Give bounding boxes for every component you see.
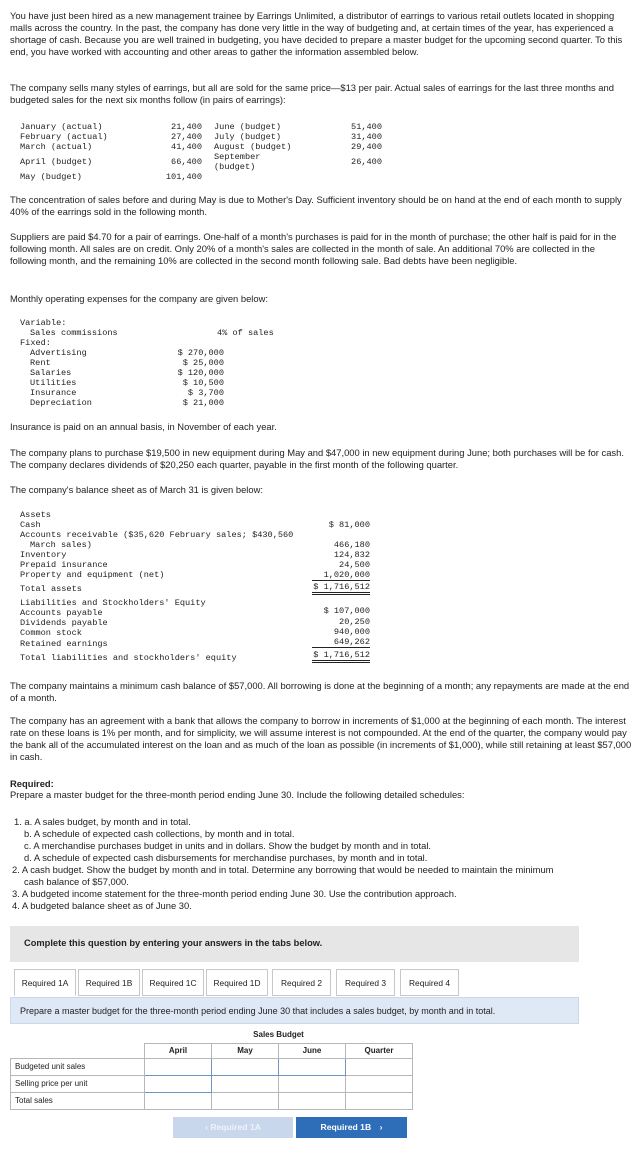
tab-required-1b[interactable]: Required 1B — [78, 969, 140, 996]
required-item-4: 4. A budgeted balance sheet as of June 30. — [12, 900, 192, 911]
bs-ap-value: $ 107,000 — [323, 606, 370, 616]
opex-sales-commissions: Sales commissions — [30, 328, 118, 338]
bs-assets-label: Assets — [20, 510, 51, 520]
bs-inventory: Inventory — [20, 550, 67, 560]
sales-value-may: 101,400 — [165, 172, 202, 182]
sb-may-total — [212, 1092, 279, 1109]
required-item-1a: 1. a. A sales budget, by month and in total. — [14, 816, 191, 827]
sales-row-jun: June (budget) — [214, 122, 282, 132]
sales-row-apr: April (budget) — [20, 157, 93, 167]
opex-insurance-value: $ 3,700 — [187, 388, 224, 398]
sb-row-price: Selling price per unit — [11, 1075, 145, 1092]
prev-tab-label: Required 1A — [210, 1122, 261, 1132]
opex-paragraph: Monthly operating expenses for the company are given below: — [10, 293, 268, 304]
opex-rent-value: $ 25,000 — [182, 358, 224, 368]
sales-value-apr: 66,400 — [171, 157, 202, 167]
bs-dividends-value: 20,250 — [339, 617, 370, 627]
sb-header-blank — [11, 1043, 145, 1058]
bs-prepaid: Prepaid insurance — [20, 560, 108, 570]
tab-required-3[interactable]: Required 3 — [336, 969, 395, 996]
required-item-3: 3. A budgeted income statement for the three-month period ending June 30. Use the contribution approach. — [12, 888, 457, 899]
tab-required-2[interactable]: Required 2 — [272, 969, 331, 996]
sb-input-june-units[interactable] — [279, 1058, 346, 1075]
sales-row-jul: July (budget) — [214, 132, 282, 142]
required-title: Required: — [10, 778, 54, 789]
bs-ppe-value: 1,020,000 — [312, 570, 370, 581]
opex-rent: Rent — [30, 358, 51, 368]
bs-ar-value: 466,180 — [333, 540, 370, 550]
bs-liab-label: Liabilities and Stockholders' Equity — [20, 598, 206, 608]
sales-row-aug: August (budget) — [214, 142, 292, 152]
sales-row-feb: February (actual) — [20, 132, 108, 142]
bs-cash: Cash — [20, 520, 41, 530]
bs-ar-line2: March sales) — [30, 540, 92, 550]
sb-col-april: April — [145, 1043, 212, 1058]
balance-intro-paragraph: The company's balance sheet as of March 31 is given below: — [10, 484, 263, 495]
banner-text: Complete this question by entering your answers in the tabs below. — [24, 938, 323, 948]
sales-row-may: May (budget) — [20, 172, 82, 182]
tab-required-4[interactable]: Required 4 — [400, 969, 459, 996]
sb-col-quarter: Quarter — [346, 1043, 413, 1058]
bs-retained-value: 649,262 — [312, 637, 370, 648]
intro-paragraph-1: You have just been hired as a new management trainee by Earrings Unlimited, a distributor of earrings to various retail outlets located in shopping malls across the country. In the past, the company has done very little in the way of budgeting and, at certain times of the year, has experienced a shortage of cash. Because you are well trained in budgeting, you have decided to prepare a master budget for the upcoming second quarter. To this end, you have worked with accounting and other areas to gather the information assembled below. — [10, 10, 623, 57]
instructions-banner — [10, 926, 579, 962]
opex-sales-commissions-value: 4% of sales — [217, 328, 274, 338]
tab-required-1c[interactable]: Required 1C — [142, 969, 204, 996]
equipment-paragraph: The company plans to purchase $19,500 in new equipment during May and $47,000 in new equipment during June; both purchases will be for cash. The company declares dividends of $20,250 each quarter, payable in the first month of the following quarter. — [10, 447, 624, 470]
opex-salaries-value: $ 120,000 — [177, 368, 224, 378]
bs-ppe: Property and equipment (net) — [20, 570, 165, 580]
bs-cash-value: $ 81,000 — [328, 520, 370, 530]
sb-june-total — [279, 1092, 346, 1109]
opex-utilities-value: $ 10,500 — [182, 378, 224, 388]
sb-may-price — [212, 1075, 279, 1092]
opex-advertising-value: $ 270,000 — [177, 348, 224, 358]
opex-advertising: Advertising — [30, 348, 87, 358]
required-item-2: 2. A cash budget. Show the budget by month and in total. Determine any borrowing that would be needed to maintain the minimum — [12, 864, 554, 875]
sales-value-aug: 29,400 — [351, 142, 382, 152]
sales-row-sep: September — [214, 152, 261, 162]
opex-depreciation: Depreciation — [30, 398, 92, 408]
prev-tab-button[interactable] — [173, 1117, 293, 1138]
sb-quarter-units — [346, 1058, 413, 1075]
bank-paragraph: The company has an agreement with a bank that allows the company to borrow in increments of $1,000 at the beginning of each month. The interest rate on these loans is 1% per month, and for simplicity, we will assume interest is not compounded. At the end of the quarter, the company would pay the bank all of the accumulated interest on the loan and as much of the loan as possible (in increments of $1,000), while still retaining at least $57,000 in cash. — [10, 715, 632, 762]
concentration-paragraph: The concentration of sales before and during May is due to Mother's Day. Sufficient inventory should be on hand at the end of each month to supply 40% of the earrings sold in the following month. — [10, 194, 622, 217]
sb-june-price — [279, 1075, 346, 1092]
tab-required-1a[interactable]: Required 1A — [14, 969, 76, 996]
sb-corner — [11, 1028, 145, 1043]
sb-input-may-units[interactable] — [212, 1058, 279, 1075]
opex-utilities: Utilities — [30, 378, 77, 388]
bs-inventory-value: 124,832 — [333, 550, 370, 560]
required-item-2-cont: cash balance of $57,000. — [24, 876, 129, 887]
opex-insurance: Insurance — [30, 388, 77, 398]
sb-april-total — [145, 1092, 212, 1109]
required-item-1b: b. A schedule of expected cash collections, by month and in total. — [24, 828, 295, 839]
insurance-paragraph: Insurance is paid on an annual basis, in November of each year. — [10, 421, 277, 432]
opex-depreciation-value: $ 21,000 — [182, 398, 224, 408]
bs-prepaid-value: 24,500 — [339, 560, 370, 570]
bs-ap: Accounts payable — [20, 608, 103, 618]
chevron-left-icon: ‹ — [205, 1122, 208, 1132]
sb-row-units: Budgeted unit sales — [11, 1058, 145, 1075]
sb-input-april-price[interactable] — [145, 1075, 212, 1092]
bs-total-le-value: $ 1,716,512 — [312, 650, 370, 663]
tab-required-1d[interactable]: Required 1D — [206, 969, 268, 996]
sales-budget-table — [10, 1028, 413, 1110]
sb-col-may: May — [212, 1043, 279, 1058]
required-text: Prepare a master budget for the three-month period ending June 30. Include the following detailed schedules: — [10, 789, 465, 800]
sb-col-june: June — [279, 1043, 346, 1058]
bs-total-assets: Total assets — [20, 584, 82, 594]
sales-row-sep-line2: (budget) — [214, 162, 256, 172]
sb-row-total: Total sales — [11, 1092, 145, 1109]
intro-paragraph-2: The company sells many styles of earrings, but all are sold for the same price—$13 per pair. Actual sales of earrings for the last three months and budgeted sales for the next six months follow (in pairs of earrings): — [10, 82, 614, 105]
next-tab-label: Required 1B — [320, 1122, 372, 1132]
bs-common: Common stock — [20, 628, 82, 638]
required-list — [12, 816, 632, 912]
sales-value-jul: 31,400 — [351, 132, 382, 142]
sales-value-jun: 51,400 — [351, 122, 382, 132]
sales-value-jan: 21,400 — [171, 122, 202, 132]
required-item-1c: c. A merchandise purchases budget in units and in dollars. Show the budget by month and in total. — [24, 840, 432, 851]
sales-row-mar: March (actual) — [20, 142, 93, 152]
opex-fixed-label: Fixed: — [20, 338, 51, 348]
bs-total-assets-value: $ 1,716,512 — [312, 582, 370, 595]
opex-variable-label: Variable: — [20, 318, 67, 328]
opex-salaries: Salaries — [30, 368, 72, 378]
required-item-1d: d. A schedule of expected cash disbursements for merchandise purchases, by month and in total. — [24, 852, 428, 863]
next-tab-button[interactable] — [296, 1117, 407, 1138]
bs-ar: Accounts receivable ($35,620 February sales; $430,560 — [20, 530, 294, 540]
bs-total-le: Total liabilities and stockholders' equity — [20, 653, 237, 663]
tab-instruction: Prepare a master budget for the three-month period ending June 30 that includes a sales budget, by month and in total. — [10, 997, 579, 1024]
sb-quarter-price — [346, 1075, 413, 1092]
suppliers-paragraph: Suppliers are paid $4.70 for a pair of earrings. One-half of a month's purchases is paid for in the month of purchase; the other half is paid for in the following month. All sales are on credit. Only 20% of a month's sales are collected in the month of sale. An additional 70% are collected in the following month, and the remaining 10% are collected in the second month following sale. Bad debts have been negligible. — [10, 231, 617, 266]
chevron-right-icon: › — [379, 1122, 383, 1132]
bs-common-value: 940,000 — [333, 627, 370, 637]
min-cash-paragraph: The company maintains a minimum cash balance of $57,000. All borrowing is done at the beginning of a month; any repayments are made at the end of a month. — [10, 680, 630, 703]
bs-dividends: Dividends payable — [20, 618, 108, 628]
sb-title: Sales Budget — [145, 1028, 413, 1043]
sales-value-sep: 26,400 — [351, 157, 382, 167]
bs-retained: Retained earnings — [20, 639, 108, 649]
sb-input-april-units[interactable] — [145, 1058, 212, 1075]
sb-quarter-total — [346, 1092, 413, 1109]
sales-value-mar: 41,400 — [171, 142, 202, 152]
sales-row-jan: January (actual) — [20, 122, 103, 132]
sales-value-feb: 27,400 — [171, 132, 202, 142]
